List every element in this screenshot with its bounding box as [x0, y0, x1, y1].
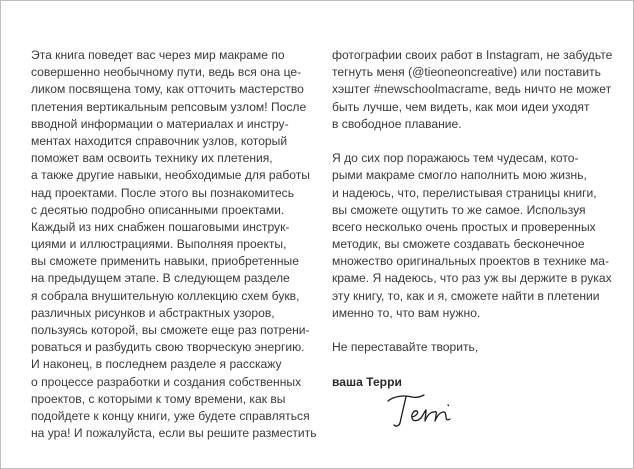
text-line: Эта книга поведет вас через мир макраме по: [31, 48, 285, 62]
text-line: вы сможете ощутить то же самое. Используя: [332, 202, 586, 217]
text-line: Я до сих пор поражаюсь тем чудесам, кото-: [332, 151, 579, 166]
text-line: совершенно необычному пути, ведь вся она це-: [31, 65, 302, 80]
text-line: я собрала внушительную коллекцию схем букв,: [31, 288, 300, 303]
text-line: над проектами. После этого вы познакомитесь: [31, 185, 295, 200]
text-line: и надеюсь, что, перелистывая страницы книги,: [332, 185, 597, 200]
text-line: проектов, с которыми к тому времени, как вы: [31, 391, 286, 406]
paragraph-gap: [332, 356, 612, 373]
text-line: методик, вы сможете создавать бесконечное: [332, 237, 585, 252]
text-line: ментах находится справочник узлов, который: [31, 133, 288, 148]
text-line: поможет вам освоить технику их плетения,: [31, 151, 273, 166]
text-line: фотографии своих работ в Instagram, не забудьте: [332, 48, 613, 62]
text-line: в свободное плавание.: [332, 116, 462, 131]
text-line: тегнуть меня (@tieoneoncreative) или поставить: [332, 65, 601, 80]
text-line: пользуясь которой, вы сможете еще раз потрени-: [31, 323, 310, 337]
text-line: хэштег #newschoolmacrame, ведь ничто не может: [332, 82, 612, 97]
right-column: [332, 47, 612, 391]
text-line: роваться и разбудить свою творческую энергию.: [31, 340, 305, 355]
text-line: вы сможете применить навыки, приобретенные: [31, 254, 299, 269]
left-column: [31, 47, 317, 442]
text-line: циями и иллюстрациями. Выполняя проекты,: [31, 237, 287, 252]
text-line: И наконец, в последнем разделе я расскажу: [31, 357, 282, 372]
text-line: а также другие навыки, необходимые для работы: [31, 168, 310, 183]
text-line: ликом посвящена тому, как отточить мастерство: [31, 82, 304, 97]
text-line: краме. Я надеюсь, что раз уж вы держите в руках: [332, 271, 612, 286]
text-line: именно то, что вам нужно.: [332, 305, 481, 320]
text-line: быть лучше, чем видеть, как мои идеи уходят: [332, 99, 590, 114]
text-line: плетения вертикальным репсовым узлом! После: [31, 99, 307, 114]
text-line: на ура! И пожалуйста, если вы решите разместить: [31, 426, 317, 441]
text-line: множество оригинальных проектов в технике ма-: [332, 254, 610, 269]
handwritten-signature: [384, 387, 494, 431]
text-line: всего несколько очень простых и проверенных: [332, 219, 596, 234]
text-line: различных рисунков и абстрактных узоров,: [31, 305, 275, 320]
text-line: вводной информации о материалах и инстру-: [31, 116, 289, 131]
text-line: на предыдущем этапе. В следующем разделе: [31, 271, 290, 286]
paragraph-gap: [332, 322, 612, 339]
text-line: с десятью подробно описанными проектами.: [31, 202, 285, 217]
text-line: о процессе разработки и создания собственных: [31, 374, 302, 389]
text-line: эту книгу, то, как и я, сможете найти в плетении: [332, 288, 600, 303]
text-line: рыми макраме смогло наполнить мою жизнь,: [332, 168, 587, 183]
closing-line: Не переставайте творить,: [332, 340, 479, 355]
text-line: Каждый из них снабжен пошаговыми инструк-: [31, 219, 290, 234]
text-line: подойдете к концу книги, уже будете справляться: [31, 408, 310, 423]
paragraph-gap: [332, 133, 612, 150]
signoff-name: ваша Терри: [332, 374, 402, 389]
